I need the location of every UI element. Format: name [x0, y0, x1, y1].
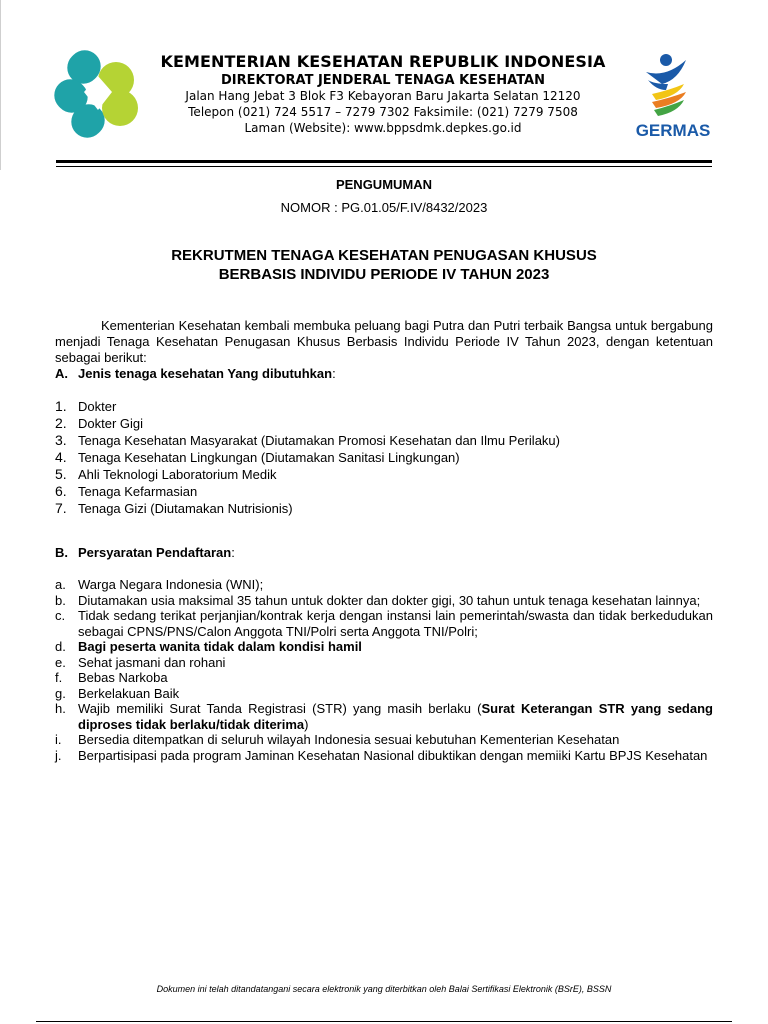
health-workers-list: [55, 398, 715, 517]
item-letter: b.: [55, 592, 66, 608]
requirement-text-block: [78, 639, 713, 655]
directorate-name: DIREKTORAT JENDERAL TENAGA KESEHATAN: [221, 73, 545, 88]
item-text: Dokter Gigi: [78, 416, 144, 431]
phone-line: Telepon (021) 724 5517 – 7279 7302 Faksimile: (021) 7279 7508: [188, 105, 578, 119]
requirement-text-block: [78, 732, 713, 748]
health-worker-item: [55, 449, 715, 466]
website-line: Laman (Website): www.bppsdmk.depkes.go.id: [244, 121, 522, 135]
item-letter: f.: [55, 670, 63, 685]
requirement-item: [55, 639, 713, 655]
requirement-text-block: [78, 701, 713, 732]
requirement-item: [55, 701, 713, 732]
health-worker-item: [55, 432, 715, 449]
item-number: 1.: [55, 398, 67, 414]
page-edge: [0, 0, 1, 170]
requirement-text: Diutamakan usia maksimal 35 tahun untuk dokter dan dokter gigi, 30 tahun untuk tenaga kesehatan lainnya;: [78, 592, 701, 608]
kemenkes-logo-icon: [54, 50, 140, 138]
requirement-item: [55, 670, 713, 686]
section-a-title: Jenis tenaga kesehatan Yang dibutuhkan: [78, 366, 333, 381]
item-number: 7.: [55, 500, 67, 516]
letterhead-rule-thick: [56, 160, 712, 163]
document-heading: [0, 246, 768, 284]
requirement-text: Berpartisipasi pada program Jaminan Kesehatan Nasional dibuktikan dengan memiiki Kartu BPJS Kesehatan: [78, 747, 708, 763]
requirements-list: [55, 577, 713, 763]
intro-text: Kementerian Kesehatan kembali membuka peluang bagi Putra dan Putri terbaik Bangsa untuk bergabung menjadi Tenaga Kesehatan Penugasan Khusus Berbasis Individu Periode IV Tahun 2023, dengan ketentuan sebagai berikut:: [55, 318, 713, 365]
address-line: Jalan Hang Jebat 3 Blok F3 Kebayoran Baru Jakarta Selatan 12120: [185, 89, 581, 103]
document-heading-line1: REKRUTMEN TENAGA KESEHATAN PENUGASAN KHUSUS: [171, 247, 597, 264]
item-number: 5.: [55, 466, 67, 482]
document-heading-line2: BERBASIS INDIVIDU PERIODE IV TAHUN 2023: [218, 266, 550, 283]
section-b-letter: B.: [55, 545, 68, 560]
requirement-item: [55, 608, 713, 639]
requirement-bold-text: Surat Keterangan STR yang sedang diproses tidak berlaku/tidak diterima: [78, 701, 713, 732]
item-letter: h.: [55, 701, 66, 716]
letterhead: [148, 53, 618, 136]
item-letter: a.: [55, 577, 66, 592]
requirement-text: Berkelakuan Baik: [78, 685, 180, 701]
requirement-text: Wajib memiliki Surat Tanda Registrasi (STR) yang masih berlaku (: [78, 701, 482, 716]
requirement-text-block: [78, 577, 713, 593]
health-worker-item: [55, 398, 715, 415]
item-letter: c.: [55, 608, 66, 623]
requirement-text: Sehat jasmani dan rohani: [78, 654, 226, 670]
requirement-text-block: [78, 686, 713, 702]
item-number: 2.: [55, 415, 67, 431]
section-b-colon: :: [231, 545, 235, 560]
requirement-item: [55, 593, 713, 609]
requirement-text-block: [78, 670, 713, 686]
item-letter: j.: [55, 747, 62, 763]
letterhead-rule-thin: [56, 166, 712, 167]
germas-wordmark: GERMAS: [635, 121, 711, 140]
requirement-text: Bebas Narkoba: [78, 670, 168, 685]
requirement-tail-text: ): [304, 716, 309, 732]
requirement-text-block: [78, 608, 713, 639]
ministry-name: KEMENTERIAN KESEHATAN REPUBLIK INDONESIA: [160, 52, 606, 71]
item-text: Tenaga Kesehatan Lingkungan (Diutamakan Sanitasi Lingkungan): [78, 450, 460, 465]
esign-note: Dokumen ini telah ditandatangani secara elektronik yang diterbitkan oleh Balai Sertifikasi Elektronik (BSrE), BSSN: [156, 984, 612, 994]
footer-rule: [36, 1021, 732, 1022]
germas-logo-icon: [626, 50, 720, 142]
item-letter: d.: [55, 639, 66, 654]
item-number: 6.: [55, 483, 67, 499]
item-number: 4.: [55, 449, 67, 465]
intro-paragraph: [55, 318, 713, 366]
section-a-heading: [55, 366, 336, 382]
item-letter: e.: [55, 654, 66, 670]
health-worker-item: [55, 466, 715, 483]
health-worker-item: [55, 500, 715, 517]
health-worker-item: [55, 415, 715, 432]
section-b-heading: [55, 545, 235, 561]
item-text: Tenaga Kefarmasian: [78, 484, 198, 499]
requirement-text-block: [78, 593, 713, 609]
health-worker-item: [55, 483, 715, 500]
requirement-text: Bagi peserta wanita tidak dalam kondisi hamil: [78, 639, 362, 654]
section-b-title: Persyaratan Pendaftaran: [78, 545, 232, 560]
requirement-item: [55, 686, 713, 702]
requirement-text: Warga Negara Indonesia (WNI);: [78, 577, 264, 592]
item-text: Tenaga Kesehatan Masyarakat (Diutamakan Promosi Kesehatan dan Ilmu Perilaku): [78, 433, 560, 448]
requirement-item: [55, 732, 713, 748]
requirement-item: [55, 748, 713, 764]
item-letter: i.: [55, 732, 62, 747]
requirement-text: Tidak sedang terikat perjanjian/kontrak kerja dengan instansi lain pemerintah/swasta dan tidak berkedudukan sebagai CPNS/PNS/Calon Anggota TNI/Polri serta Anggota TNI/Polri;: [78, 608, 713, 639]
announcement-number: NOMOR : PG.01.05/F.IV/8432/2023: [280, 200, 488, 215]
requirement-text: Bersedia ditempatkan di seluruh wilayah Indonesia sesuai kebutuhan Kementerian Kesehatan: [78, 732, 620, 747]
item-text: Dokter: [78, 399, 117, 414]
requirement-text-block: [78, 655, 713, 671]
requirement-text-block: [78, 748, 713, 764]
requirement-item: [55, 655, 713, 671]
item-text: Ahli Teknologi Laboratorium Medik: [78, 467, 277, 482]
item-text: Tenaga Gizi (Diutamakan Nutrisionis): [78, 501, 293, 516]
item-number: 3.: [55, 432, 67, 448]
section-a-colon: :: [332, 366, 336, 381]
item-letter: g.: [55, 685, 66, 701]
announcement-title: PENGUMUMAN: [335, 177, 433, 192]
requirement-item: [55, 577, 713, 593]
section-a-letter: A.: [55, 366, 68, 381]
